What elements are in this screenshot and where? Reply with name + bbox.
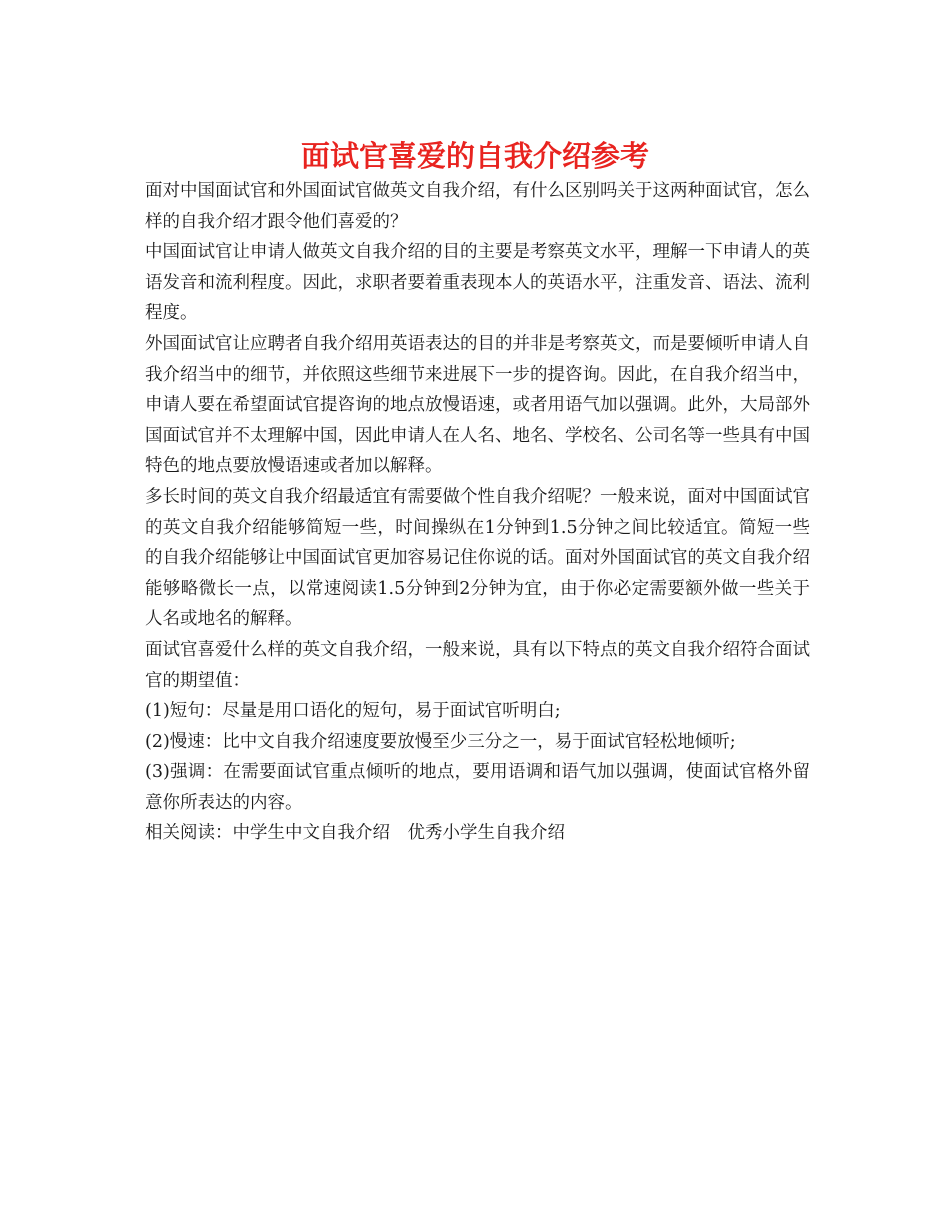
document-body [145, 176, 810, 849]
page-title: 面试官喜爱的自我介绍参考 [300, 139, 649, 173]
paragraph-intro: 面对中国面试官和外国面试官做英文自我介绍，有什么区别吗关于这两种面试官，怎么样的自我介绍才跟令他们喜爱的？ [145, 181, 810, 232]
paragraph-chinese-interviewer: 中国面试官让申请人做英文自我介绍的目的主要是考察英文水平，理解一下申请人的英语发音和流利程度。因此，求职者要着重表现本人的英语水平，注重发音、语法、流利程度。 [145, 242, 810, 324]
related-reading: 相关阅读：中学生中文自我介绍 优秀小学生自我介绍 [145, 823, 565, 844]
list-item-emphasis: (3)强调：在需要面试官重点倾听的地点，要用语调和语气加以强调，使面试官格外留意你所表达的内容。 [145, 762, 810, 813]
paragraph-duration: 多长时间的英文自我介绍最适宜有需要做个性自我介绍呢？一般来说，面对中国面试官的英文自我介绍能够简短一些，时间操纵在1分钟到1.5分钟之间比较适宜。简短一些的自我介绍能够让中国面试官更加容易记住你说的话。面对外国面试官的英文自我介绍能够略微长一点，以常速阅读1.5分钟到2分钟为宜，由于你必定需要额外做一些关于人名或地名的解释。 [145, 486, 810, 630]
list-item-slow-speed: (2)慢速：比中文自我介绍速度要放慢至少三分之一，易于面试官轻松地倾听; [145, 731, 736, 752]
list-item-short-sentences: (1)短句：尽量是用口语化的短句，易于面试官听明白; [145, 701, 561, 722]
paragraph-foreign-interviewer: 外国面试官让应聘者自我介绍用英语表达的目的并非是考察英文，而是要倾听申请人自我介绍当中的细节，并依照这些细节来进展下一步的提咨询。因此，在自我介绍当中，申请人要在希望面试官提咨询的地点放慢语速，或者用语气加以强调。此外，大局部外国面试官并不太理解中国，因此申请人在人名、地名、学校名、公司名等一些具有中国特色的地点要放慢语速或者加以解释。 [145, 333, 810, 477]
paragraph-preferences: 面试官喜爱什么样的英文自我介绍，一般来说，具有以下特点的英文自我介绍符合面试官的期望值： [145, 639, 810, 691]
